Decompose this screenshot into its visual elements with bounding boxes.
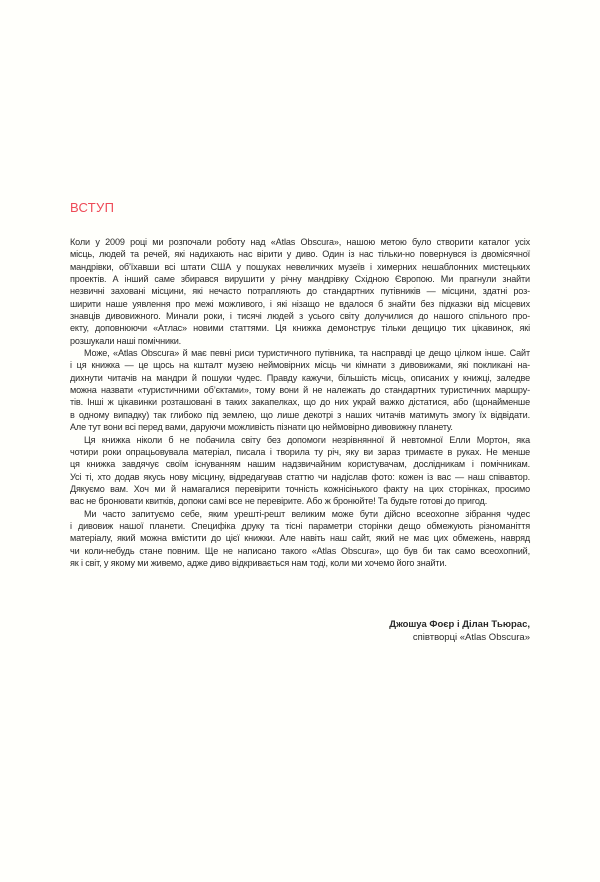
text-line: і ця книжка — це щось на кшталт музею неймовірних місць чи кімнати з дивовижами, які покликані на- bbox=[70, 360, 530, 371]
text-line: знавців дивовижного. Минали роки, і тисячі людей з усього світу долучилися до нашого спільного про- bbox=[70, 311, 530, 322]
text-line: екту, доповнюючи «Атлас» новими статтями. Ця книжка демонструє тільки дещицю тих цікавинок, які bbox=[70, 323, 530, 334]
intro-text bbox=[70, 236, 530, 569]
text-line: ця книжка завдячує своїм існуванням нашим надзвичайним користувачам, дослідникам і помічникам. bbox=[70, 459, 530, 470]
text-line: Коли у 2009 році ми розпочали роботу над «Atlas Obscura», нашою метою було створити каталог усіх bbox=[70, 237, 530, 247]
paragraph bbox=[70, 347, 530, 433]
text-line: місць, людей та речей, які надихають нас вірити у диво. Один із нас тільки-но повернувся із двомісячної bbox=[70, 249, 530, 260]
text-line: дихнути читачів на мандри й пошуки чудес. Правду кажучи, більшість місць, описаних у книжці, заледве bbox=[70, 372, 530, 383]
text-line: Дякуємо вам. Хоч ми й намагалися перевірити точність кожнісінького факту на цих сторінках, просимо bbox=[70, 483, 530, 494]
signature bbox=[389, 618, 530, 644]
text-line: і дивовиж нашої планети. Специфіка друку та тісні параметри сторінки дещо обмежують різноманіття bbox=[70, 520, 530, 531]
text-line: чи коли-небудь стане повним. Ще не написано такого «Atlas Obscura», що був би так само всеохопний, bbox=[70, 545, 530, 556]
text-line: мандрівки, об’їхавши всі штати США у пошуках невеличких музеїв і химерних нешаблонних мистецьких bbox=[70, 261, 530, 272]
text-line: Може, «Atlas Obscura» й має певні риси туристичного путівника, та насправді це дещо цілком інше. Сайт bbox=[84, 348, 530, 359]
paragraph bbox=[70, 434, 530, 508]
text-line: ширити наше уявлення про межі можливого, і які нізащо не вдалося б знайти без підказки від місцевих bbox=[70, 298, 530, 309]
paragraph bbox=[70, 508, 530, 570]
text-line: як і світ, у якому ми живемо, адже диво відкривається нам тоді, коли ми хочемо його знайти. bbox=[70, 557, 447, 568]
text-line: Але тут вони всі перед вами, даруючи можливість пізнати цю неймовірно дивовижну планету. bbox=[70, 422, 453, 433]
text-line: можна назвати «туристичними об’єктами», тому вони й не належать до стандартних туристичних маршру- bbox=[70, 385, 530, 396]
paragraph bbox=[70, 236, 530, 347]
text-line: Ми часто запитуємо себе, яким урешті-решт великим може бути дійсно всеохопне зібрання чудес bbox=[84, 508, 530, 519]
text-line: розшукали наші помічники. bbox=[70, 335, 182, 346]
text-line: Усі ті, хто додав якусь нову місцину, відредагував статтю чи надіслав фото: кожен із вас — наш співавтор. bbox=[70, 471, 530, 482]
text-line: в одному випадку) так глибоко під землею, що лише декотрі з наших читачів матимуть змогу їх відвідати. bbox=[70, 409, 530, 420]
signature-role: співтворці «Atlas Obscura» bbox=[412, 632, 530, 643]
text-line: проектів. А інший саме збирався вирушити у річну мандрівку Східною Європою. Ми прагнули знайти bbox=[70, 274, 530, 285]
text-line: чотири роки опрацьовувала матеріал, писала і творила ту річ, яку ви зараз тримаєте в руках. Не менше bbox=[70, 446, 530, 457]
text-line: незвичні заховані місцини, які нечасто потрапляють до стандартних путівників — місцини, здатні роз- bbox=[70, 286, 530, 297]
text-line: вас не бронювати квитків, допоки самі все не перевірите. Або ж бронюйте! Та будьте готові до пригод. bbox=[70, 496, 488, 507]
text-line: Ця книжка ніколи б не побачила світу без допомоги незрівнянної й невтомної Елли Мортон, яка bbox=[84, 434, 530, 445]
section-heading: ВСТУП bbox=[70, 200, 115, 215]
text-line: матеріалу, який можна вмістити до цієї книжки. Але навіть наш сайт, який не має цих обмежень, навряд bbox=[70, 533, 530, 544]
signature-authors: Джошуа Фоєр і Ділан Тьюрас, bbox=[389, 619, 530, 630]
text-line: тів. Інші ж цікавинки розташовані в таких закапелках, що до них украй важко дістатися, або (щонайменше bbox=[70, 397, 530, 408]
